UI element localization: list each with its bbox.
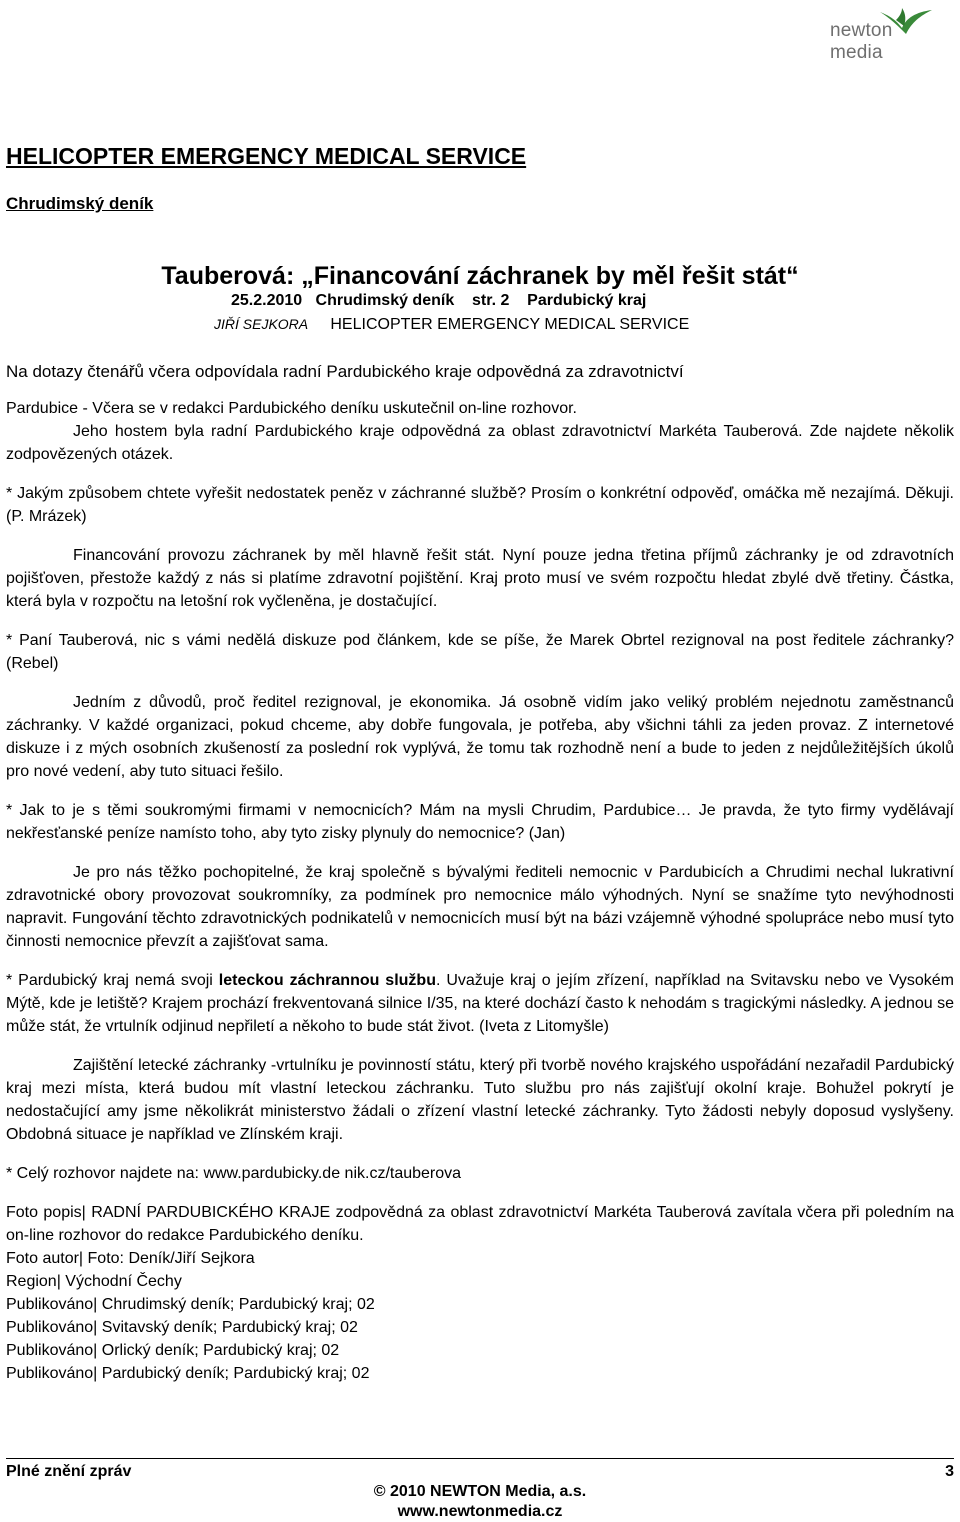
published-line: Publikováno| Svitavský deník; Pardubický kraj; 02 — [6, 1319, 358, 1336]
answer: Zajištění letecké záchranky -vrtulníku je povinností státu, který při tvorbě nového krajského uspořádání nezařadil Pardubický kraj mezi místa, která budou mít vlastní leteckou záchranku. Tuto službu pro nás zajišťují okolní kraje. Bohužel pokrytí je nedostačující amy jsme několikrát ministerstvo žádali o zřízení vlastní letecké záchranky. Tyto žádosti nebyly doposud vyslyšeny. Obdobná situace je například ve Zlínském kraji. — [6, 1057, 954, 1143]
article-body — [6, 360, 954, 1385]
logo-text: newton media — [830, 20, 893, 63]
author-name: JIŘÍ SEJKORA — [214, 316, 309, 332]
paragraph: Jeho hostem byla radní Pardubického kraje odpovědná za oblast zdravotnictví Markéta Tauberová. Zde najdete několik zodpovězených otázek. — [6, 423, 954, 463]
paragraph: Pardubice - Včera se v redakci Pardubického deníku uskutečnil on-line rozhovor. — [6, 400, 577, 417]
answer: Jedním z důvodů, proč ředitel rezignoval, je ekonomika. Já osobně vidím jako veliký problém nejednotu zaměstnanců záchranky. V každé organizaci, pokud chceme, aby dobře fungovala, je potřeba, aby všichni táhli za jeden provaz. Z internetové diskuze i z mých osobních zkušeností za poslední rok vyplývá, že tomu tak rozhodně není a bude to jeden z nejdůležitějších úkolů pro nové vedení, aby tuto situaci řešilo. — [6, 694, 954, 780]
question: * Paní Tauberová, nic s vámi nedělá diskuze pod článkem, kde se píše, že Marek Obrtel rezignoval na post ředitele záchranky? (Rebel) — [6, 632, 954, 672]
question-bold-text: leteckou záchrannou službu — [218, 972, 436, 989]
newton-media-logo — [830, 6, 950, 66]
article-lead: Na dotazy čtenářů včera odpovídala radní Pardubického kraje odpovědná za zdravotnictví — [6, 362, 684, 381]
answer: Financování provozu záchranek by měl hlavně řešit stát. Nyní pouze jedna třetina příjmů záchranky je od zdravotních pojišťoven, přestože každý z nás si platíme zdravotní pojištění. Kraj proto musí ve svém rozpočtu hledat zbylé dvě třetiny. Částka, která byla v rozpočtu na letošní rok vyčleněna, je dostačující. — [6, 547, 954, 610]
article-byline — [214, 316, 689, 334]
full-interview-link: * Celý rozhovor najdete na: www.pardubicky.de nik.cz/tauberova — [6, 1165, 462, 1182]
article-headline: Tauberová: „Financování záchranek by měl řešit stát“ — [161, 262, 799, 290]
photo-caption: Foto popis| RADNÍ PARDUBICKÉHO KRAJE zodpovědná za oblast zdravotnictví Markéta Tauberová zavítala včera při poledním na on-line rozhovor do redakce Pardubického deníku. — [6, 1204, 954, 1244]
footer-url: www.newtonmedia.cz — [397, 1503, 563, 1520]
published-line: Publikováno| Chrudimský deník; Pardubický kraj; 02 — [6, 1296, 375, 1313]
source-title: Chrudimský deník — [6, 194, 154, 213]
article-rubric: HELICOPTER EMERGENCY MEDICAL SERVICE — [330, 316, 690, 333]
page-number: 3 — [945, 1463, 954, 1480]
question — [6, 969, 954, 1038]
footer-credits — [0, 1482, 960, 1522]
answer: Je pro nás těžko pochopitelné, že kraj společně s bývalými řediteli nemocnic v Pardubicích a Chrudimi nechal lukrativní zdravotnické obory provozovat soukromníky, za podmínek pro nemocnice málo výhodných. Nyní se snažíme tyto nevýhodnosti napravit. Fungování těchto zdravotnických podnikatelů v nemocnicích musí být na bázi vzájemně výhodné spolupráce nebo musí tyto činnosti nemocnice převzít a zajišťovat sama. — [6, 864, 954, 950]
question-text: * Pardubický kraj nemá svoji — [6, 972, 219, 989]
photo-author: Foto autor| Foto: Deník/Jiří Sejkora — [6, 1250, 255, 1267]
section-title: HELICOPTER EMERGENCY MEDICAL SERVICE — [6, 143, 527, 169]
footer-label: Plné znění zpráv — [6, 1463, 132, 1480]
region: Region| Východní Čechy — [6, 1273, 182, 1290]
published-line: Publikováno| Orlický deník; Pardubický kraj; 02 — [6, 1342, 340, 1359]
published-line: Publikováno| Pardubický deník; Pardubický kraj; 02 — [6, 1365, 370, 1382]
footer-divider — [6, 1458, 954, 1459]
copyright: © 2010 NEWTON Media, a.s. — [373, 1483, 587, 1500]
question-text: . Uvažuje kraj o jejím zřízení, například na Svitavsku nebo ve Vysokém Mýtě, kde je letiště? Krajem prochází frekventovaná silnice I/35, na které dochází často k nehodám s tragickými následky. A jednou se může stát, že vrtulník odjinud nepřiletí a někoho to bude stát život. (Iveta z Litomyšle) — [6, 972, 954, 1035]
article-meta-line: 25.2.2010 Chrudimský deník str. 2 Pardubický kraj — [231, 292, 647, 309]
question: * Jak to je s těmi soukromými firmami v nemocnicích? Mám na mysli Chrudim, Pardubice… Je pravda, že tyto firmy vydělávají nekřesťanské peníze namísto toho, aby tyto zisky plynuly do nemocnice? (Jan) — [6, 802, 954, 842]
question: * Jakým způsobem chtete vyřešit nedostatek peněz v záchranné službě? Prosím o konkrétní odpověď, omáčka mě nezajímá. Děkuji. (P. Mrázek) — [6, 485, 954, 525]
